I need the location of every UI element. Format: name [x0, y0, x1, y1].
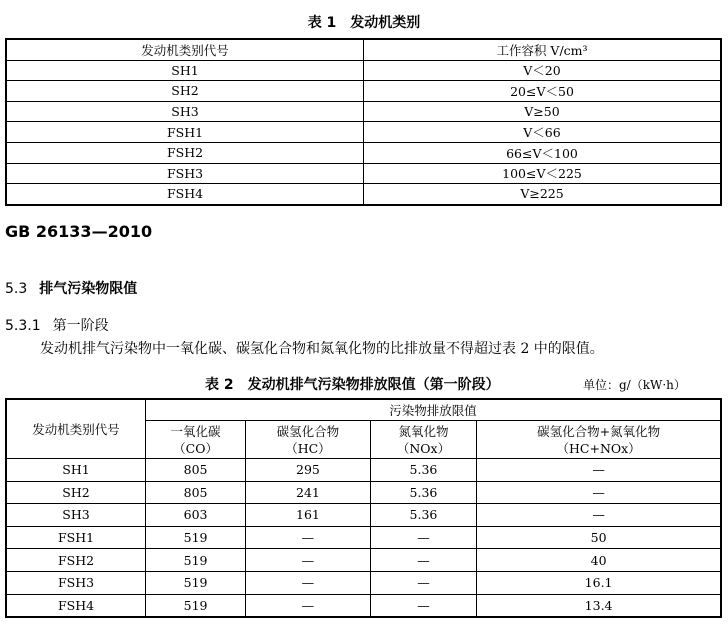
table-row	[6, 481, 721, 504]
section-number: 5.3	[5, 281, 28, 297]
subsection-heading	[5, 315, 109, 335]
table-cell: —	[246, 571, 371, 594]
table-row	[6, 549, 721, 572]
column-header: 工作容积 V/cm³	[364, 39, 722, 60]
table1-engine-categories	[5, 38, 722, 206]
table-cell: SH3	[6, 504, 146, 527]
table-row	[6, 101, 721, 122]
subsection-title: 第一阶段	[52, 318, 109, 334]
table-cell: 13.4	[477, 594, 721, 617]
table-cell: —	[370, 526, 476, 549]
column-header: 碳氢化合物+氮氧化物 （HC+NOx）	[477, 421, 721, 459]
table-cell: 5.36	[370, 504, 476, 527]
table-cell: —	[246, 549, 371, 572]
table-cell: 161	[246, 504, 371, 527]
table-row	[6, 594, 721, 617]
table-cell: SH1	[6, 459, 146, 482]
table-cell: —	[477, 459, 721, 482]
table-cell: —	[370, 549, 476, 572]
table-cell: 805	[146, 481, 246, 504]
table-cell: 5.36	[370, 459, 476, 482]
table-cell: —	[370, 594, 476, 617]
table-cell: —	[246, 526, 371, 549]
subsection-number: 5.3.1	[5, 318, 41, 334]
table-cell: 20≤V＜50	[364, 81, 722, 102]
table-cell: FSH3	[6, 571, 146, 594]
table-cell: SH3	[6, 101, 364, 122]
table-cell: FSH2	[6, 142, 364, 163]
column-header: 氮氧化物 （NOx）	[370, 421, 476, 459]
row-header: 发动机类别代号	[6, 399, 146, 459]
standard-code: GB 26133—2010	[5, 222, 153, 241]
section-title: 排气污染物限值	[39, 281, 138, 297]
table-row	[6, 504, 721, 527]
table-row	[6, 184, 721, 205]
table-cell: 519	[146, 549, 246, 572]
table-row	[6, 122, 721, 143]
table-cell: —	[477, 504, 721, 527]
table-row	[6, 163, 721, 184]
table-cell: V≥225	[364, 184, 722, 205]
table2-unit: 单位：g/（kW·h）	[583, 378, 686, 392]
table-cell: FSH4	[6, 184, 364, 205]
table-cell: 50	[477, 526, 721, 549]
table-cell: 100≤V＜225	[364, 163, 722, 184]
table-cell: 5.36	[370, 481, 476, 504]
table-cell: FSH2	[6, 549, 146, 572]
body-paragraph: 发动机排气污染物中一氧化碳、碳氢化合物和氮氧化物的比排放量不得超过表 2 中的限值。	[40, 341, 604, 357]
table-row	[6, 459, 721, 482]
table-cell: V＜66	[364, 122, 722, 143]
table-cell: —	[246, 594, 371, 617]
table-row	[6, 60, 721, 81]
table-row	[6, 142, 721, 163]
table-cell: FSH1	[6, 122, 364, 143]
table-cell: SH1	[6, 60, 364, 81]
table-row	[6, 526, 721, 549]
table-cell: 603	[146, 504, 246, 527]
table-cell: SH2	[6, 81, 364, 102]
section-heading	[5, 278, 137, 298]
table2-emission-limits	[5, 398, 722, 618]
column-header: 一氧化碳 （CO）	[146, 421, 246, 459]
table-cell: FSH4	[6, 594, 146, 617]
table-cell: —	[370, 571, 476, 594]
table-cell: 519	[146, 526, 246, 549]
table-header-row	[6, 399, 721, 421]
table-cell: SH2	[6, 481, 146, 504]
table-cell: 40	[477, 549, 721, 572]
group-header: 污染物排放限值	[146, 399, 722, 421]
table-cell: 519	[146, 571, 246, 594]
table1-caption: 表 1 发动机类别	[307, 15, 421, 31]
table-cell: 295	[246, 459, 371, 482]
table-cell: 805	[146, 459, 246, 482]
table-cell: —	[477, 481, 721, 504]
table-cell: 519	[146, 594, 246, 617]
table-row	[6, 81, 721, 102]
table-cell: FSH3	[6, 163, 364, 184]
table-header-row	[6, 39, 721, 60]
table-cell: 66≤V＜100	[364, 142, 722, 163]
table-cell: V＜20	[364, 60, 722, 81]
table-cell: FSH1	[6, 526, 146, 549]
table-cell: 241	[246, 481, 371, 504]
table-row	[6, 571, 721, 594]
column-header: 碳氢化合物 （HC）	[246, 421, 371, 459]
column-header: 发动机类别代号	[6, 39, 364, 60]
table2-caption: 表 2 发动机排气污染物排放限值（第一阶段）	[205, 377, 500, 393]
table-cell: 16.1	[477, 571, 721, 594]
table-cell: V≥50	[364, 101, 722, 122]
